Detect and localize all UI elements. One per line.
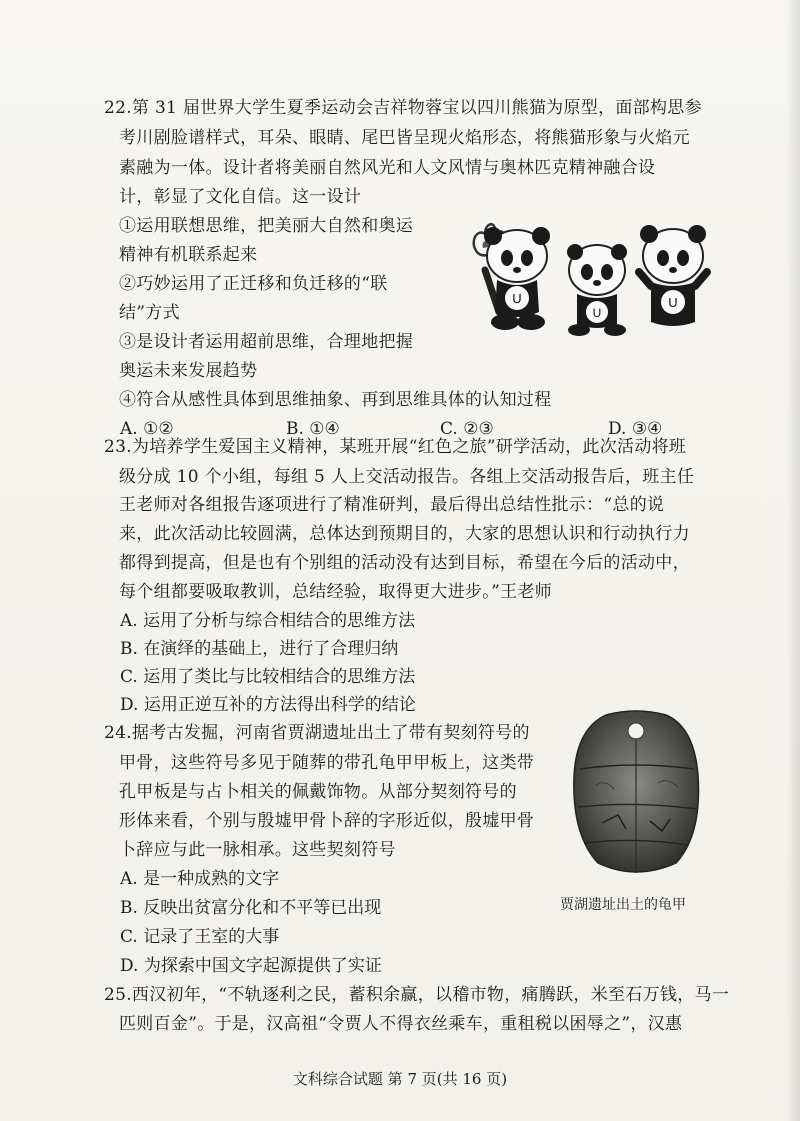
q22-option-d[interactable]: D. ③④ bbox=[608, 419, 663, 439]
q23-option-b[interactable]: B. 在演绎的基础上，进行了合理归纳 bbox=[120, 639, 399, 659]
turtle-shell-caption: 贾湖遗址出土的龟甲 bbox=[560, 897, 686, 913]
q22-line: 素融为一体。设计者将美丽自然风光和人文风情与奥林匹克精神融合设 bbox=[119, 158, 656, 178]
scan-edge-shadow bbox=[786, 0, 800, 1121]
q22-line: 精神有机联系起来 bbox=[119, 245, 258, 265]
q23-option-d[interactable]: D. 运用正逆互补的方法得出科学的结论 bbox=[120, 695, 416, 715]
q24-line: 甲骨，这些符号多见于随葬的带孔龟甲甲板上，这类带 bbox=[119, 753, 535, 773]
q22-option-a[interactable]: A. ①② bbox=[120, 419, 174, 439]
q23-line: 级分成 10 个小组，每组 5 人上交活动报告。各组上交活动报告后，班主任 bbox=[119, 467, 695, 487]
q23-option-a[interactable]: A. 运用了分析与综合相结合的思维方法 bbox=[120, 611, 416, 631]
q22-option-c[interactable]: C. ②③ bbox=[440, 419, 494, 439]
q25-line: 匹则百金”。于是，汉高祖“令贾人不得衣丝乘车，重租税以困辱之”，汉惠 bbox=[119, 1014, 683, 1034]
q24-line: 24.据考古发掘，河南省贾湖遗址出土了带有契刻符号的 bbox=[104, 723, 530, 743]
q22-line: ①运用联想思维，把美丽大自然和奥运 bbox=[119, 216, 414, 236]
panda-mascot-2 bbox=[567, 244, 627, 336]
q22-line: 22.第 31 届世界大学生夏季运动会吉祥物蓉宝以四川熊猫为原型，面部构思参 bbox=[104, 98, 702, 118]
q22-line: 奥运未来发展趋势 bbox=[119, 361, 258, 381]
svg-text:U: U bbox=[512, 291, 522, 306]
q23-line: 来，此次活动比较圆满，总体达到预期目的，大家的思想认识和行动执行力 bbox=[119, 524, 690, 544]
q24-option-c[interactable]: C. 记录了王室的大事 bbox=[120, 927, 280, 947]
q24-line: 卜辞应与此一脉相承。这些契刻符号 bbox=[119, 840, 396, 860]
q23-line: 都得到提高，但是也有个别组的活动没有达到目标，希望在今后的活动中， bbox=[119, 553, 690, 573]
svg-text:U: U bbox=[668, 295, 678, 310]
q23-line: 王老师对各组报告逐项进行了精准研判，最后得出总结性批示：“总的说 bbox=[119, 495, 665, 515]
panda-mascot-1 bbox=[484, 227, 550, 330]
q23-option-c[interactable]: C. 运用了类比与比较相结合的思维方法 bbox=[120, 667, 416, 687]
q22-line: 考川剧脸谱样式，耳朵、眼睛、尾巴皆呈现火焰形态，将熊猫形象与火焰元 bbox=[119, 128, 690, 148]
q24-line: 形体来看，个别与殷墟甲骨卜辞的字形近似，殷墟甲骨 bbox=[119, 811, 535, 831]
q22-line: ②巧妙运用了正迁移和负迁移的“联 bbox=[119, 274, 388, 294]
panda-mascot-illustration bbox=[455, 212, 715, 340]
q22-option-b[interactable]: B. ①④ bbox=[286, 419, 340, 439]
q22-line: 结”方式 bbox=[119, 303, 180, 323]
q22-line: ③是设计者运用超前思维，合理地把握 bbox=[119, 332, 414, 352]
q25-line: 25.西汉初年，“不轨逐利之民，蓄积余赢，以稽市物，痛腾跃，米至石万钱，马一 bbox=[104, 985, 730, 1005]
q22-line: 计，彰显了文化自信。这一设计 bbox=[119, 187, 362, 207]
q22-line: ④符合从感性具体到思维抽象、再到思维具体的认知过程 bbox=[119, 390, 552, 410]
svg-text:U: U bbox=[592, 306, 602, 320]
page-footer: 文科综合试题 第 7 页(共 16 页) bbox=[292, 1070, 508, 1088]
panda-mascot-3 bbox=[639, 225, 707, 326]
q24-option-a[interactable]: A. 是一种成熟的文字 bbox=[120, 869, 280, 889]
q24-option-b[interactable]: B. 反映出贫富分化和不平等已出现 bbox=[120, 898, 382, 918]
turtle-shell-photo bbox=[566, 705, 706, 881]
q24-line: 孔甲板是与占卜相关的佩戴饰物。从部分契刻符号的 bbox=[119, 782, 517, 802]
q24-option-d[interactable]: D. 为探索中国文字起源提供了实证 bbox=[120, 956, 382, 976]
q23-line: 23.为培养学生爱国主义精神，某班开展“红色之旅”研学活动，此次活动将班 bbox=[104, 437, 687, 457]
q23-line: 每个组都要吸取教训，总结经验，取得更大进步。”王老师 bbox=[119, 582, 552, 602]
